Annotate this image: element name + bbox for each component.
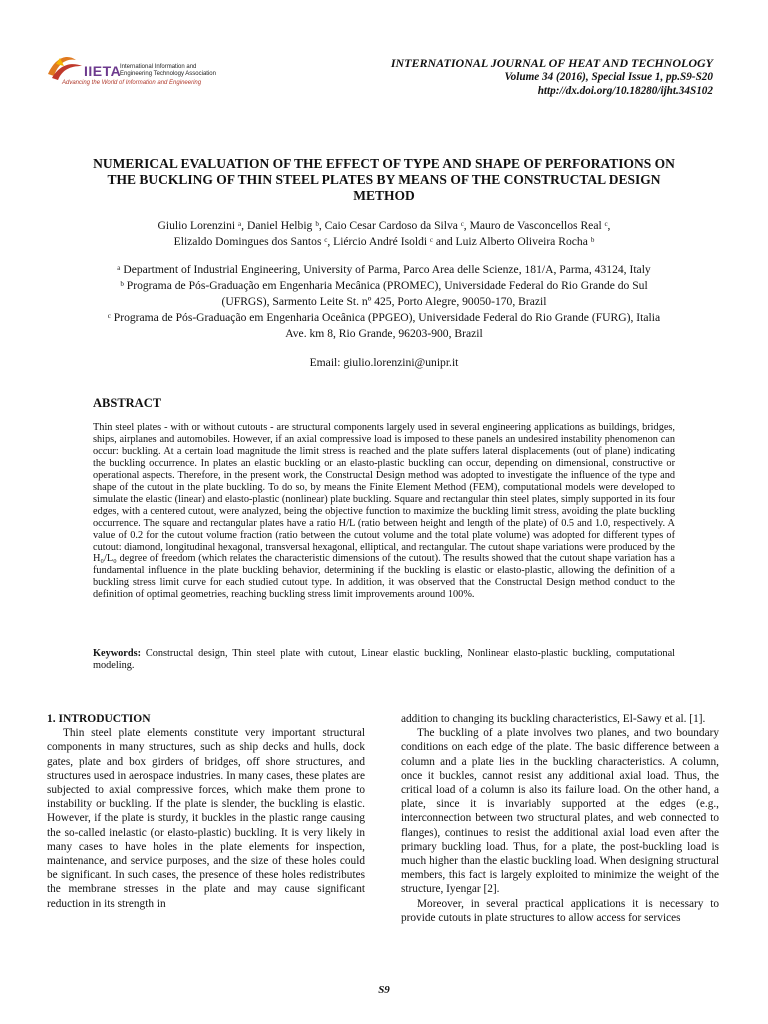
intro-paragraph-continued: addition to changing its buckling characteristics, El-Sawy et al. [1].	[401, 713, 706, 725]
intro-paragraph: Thin steel plate elements constitute very important structural components in many structures, such as ship decks and hulls, dock gates, plate and box girders of bridges, off shore structures, and structures used in aerospace industries. In many cases, these plates are subjected to axial compressive forces, which make them prone to instability or buckling. If the plate is slender, the buckling is elastic. However, if the plate is sturdy, it buckles in the plastic range causing the so-called inelastic (or elasto-plastic) buckling. It is very likely in many cases to have holes in the plate elements for inspection, maintenance, and service purposes, and the size of these holes could be significant. In such cases, the presence of these holes redistributes the membrane stresses in the plate and may cause significant reduction in its strength in	[47, 727, 365, 910]
abstract-heading: ABSTRACT	[93, 396, 162, 410]
left-column	[47, 712, 365, 911]
iieta-logo	[46, 52, 266, 92]
affiliation: ᶜ Programa de Pós-Graduação em Engenharia Oceânica (PPGEO), Universidade Federal do Rio Grande (FURG), Italia Ave. km 8, Rio Grande, 96203-900, Brazil	[107, 311, 661, 340]
authors-line: Giulio Lorenzini ᵃ, Daniel Helbig ᵇ, Caio Cesar Cardoso da Silva ᶜ, Mauro de Vasconcellos Real ᶜ,	[157, 219, 611, 232]
journal-doi[interactable]: http://dx.doi.org/10.18280/ijht.34S102	[537, 85, 713, 97]
journal-volume: Volume 34 (2016), Special Issue 1, pp.S9-S20	[504, 71, 713, 83]
affiliation: ᵇ Programa de Pós-Graduação em Engenharia Mecânica (PROMEC), Universidade Federal do Rio Grande do Sul (UFRGS), Sarmento Leite St. nº 425, Porto Alegre, 90050-170, Brazil	[120, 279, 648, 308]
logo-swoosh-icon	[46, 52, 86, 82]
keywords-label: Keywords:	[93, 648, 142, 659]
logo-tagline: Advancing the World of Information and Engineering	[62, 80, 202, 86]
affiliation: ᵃ Department of Industrial Engineering, University of Parma, Parco Area delle Scienze, 181/A, Parma, 43124, Italy	[117, 263, 651, 276]
intro-paragraph: The buckling of a plate involves two planes, and two boundary conditions on each edge of the plate. The basic difference between a column and a plate lies in the buckling characteristics. A column, once it buckles, cannot resist any additional axial load. Thus, the critical load of a column is also its failure load. On the other hand, a plate, since it is invariably supported at the edges (e.g., interconnection between two structural plates, and web connected to flanges), continues to resist the additional axial load even after the primary buckling load. Thus, for a plate, the post-buckling load is much higher than the elastic buckling load. When designing structural members, this fact is largely exploited to minimize the weight of the structure, Iyengar [2].	[401, 727, 719, 896]
abstract-text: Thin steel plates - with or without cutouts - are structural components largely used in several engineering applications as buildings, bridges, ships, airplanes and automobiles. However, if an axial compressive load is imposed to these panels an undesired instability phenomenon can occur: buckling. At a certain load magnitude the limit stress is reached and the plate suffers lateral displacements (out of plane) indicating the buckling occurrence. In plates an elastic buckling or an elasto-plastic buckling can occur, depending on dimensional, constructive or operational aspects. Therefore, in the present work, the Constructal Design method was adopted to investigate the influence of the type and shape of the cutout in the plate buckling. To do so, by means the Finite Element Method (FEM), computational models were developed to simulate the elastic (linear) and elasto-plastic (nonlinear) plate buckling. Square and rectangular thin steel plates, simply supported in its four edges, with a centered cutout, were analyzed, being the objective function to maximize the buckling limit stress, avoiding the plate buckling occurrence. The square and rectangular plates have a ratio H/L (ratio between height and length of the plate) of 0.5 and 1.0, respectively. A value of 0.2 for the cutout volume fraction (ratio between the cutout volume and the total plate volume) was adopted for different types of cutout: diamond, longitudinal hexagonal, transversal hexagonal, elliptical, and rectangular. The cutout shape variations were produced by the H₀/L₀ degree of freedom (which relates the characteristic dimensions of the cutout). The results showed that the cutout shape variation has a fundamental influence in the plate buckling behavior, determining if the buckling is elastic or elasto-plastic, allowing the definition of a buckling stress limit curve for each studied cutout type. In addition, it was observed that the Constructal Design method conduct to the definition of optimal geometries, reaching buckling stress limit improvements around 100%.	[93, 422, 675, 601]
journal-name: INTERNATIONAL JOURNAL OF HEAT AND TECHNOLOGY	[390, 56, 713, 70]
logo-org-name: International Information and Engineering Technology Association	[120, 64, 216, 77]
paper-title: NUMERICAL EVALUATION OF THE EFFECT OF TYPE AND SHAPE OF PERFORATIONS ON THE BUCKLING OF THIN STEEL PLATES BY MEANS OF THE CONSTRUCTAL DESIGN METHOD	[93, 156, 675, 203]
section-heading: 1. INTRODUCTION	[47, 713, 151, 725]
keywords	[93, 648, 675, 672]
authors-line: Elizaldo Domingues dos Santos ᶜ, Liércio André Isoldi ᶜ and Luiz Alberto Oliveira Rocha ᵇ	[173, 235, 595, 248]
right-column	[401, 712, 719, 925]
logo-acronym: IIETA	[84, 63, 122, 79]
affiliations	[100, 262, 668, 342]
intro-paragraph: Moreover, in several practical applications it is necessary to provide cutouts in plate structures to allow access for services	[401, 897, 719, 924]
journal-header	[391, 56, 713, 98]
contact-email[interactable]: Email: giulio.lorenzini@unipr.it	[309, 356, 459, 369]
keywords-text: Constructal design, Thin steel plate with cutout, Linear elastic buckling, Nonlinear elasto-plastic buckling, computational modeling.	[93, 648, 675, 671]
page-number: S9	[378, 984, 390, 996]
author-list	[100, 218, 668, 250]
